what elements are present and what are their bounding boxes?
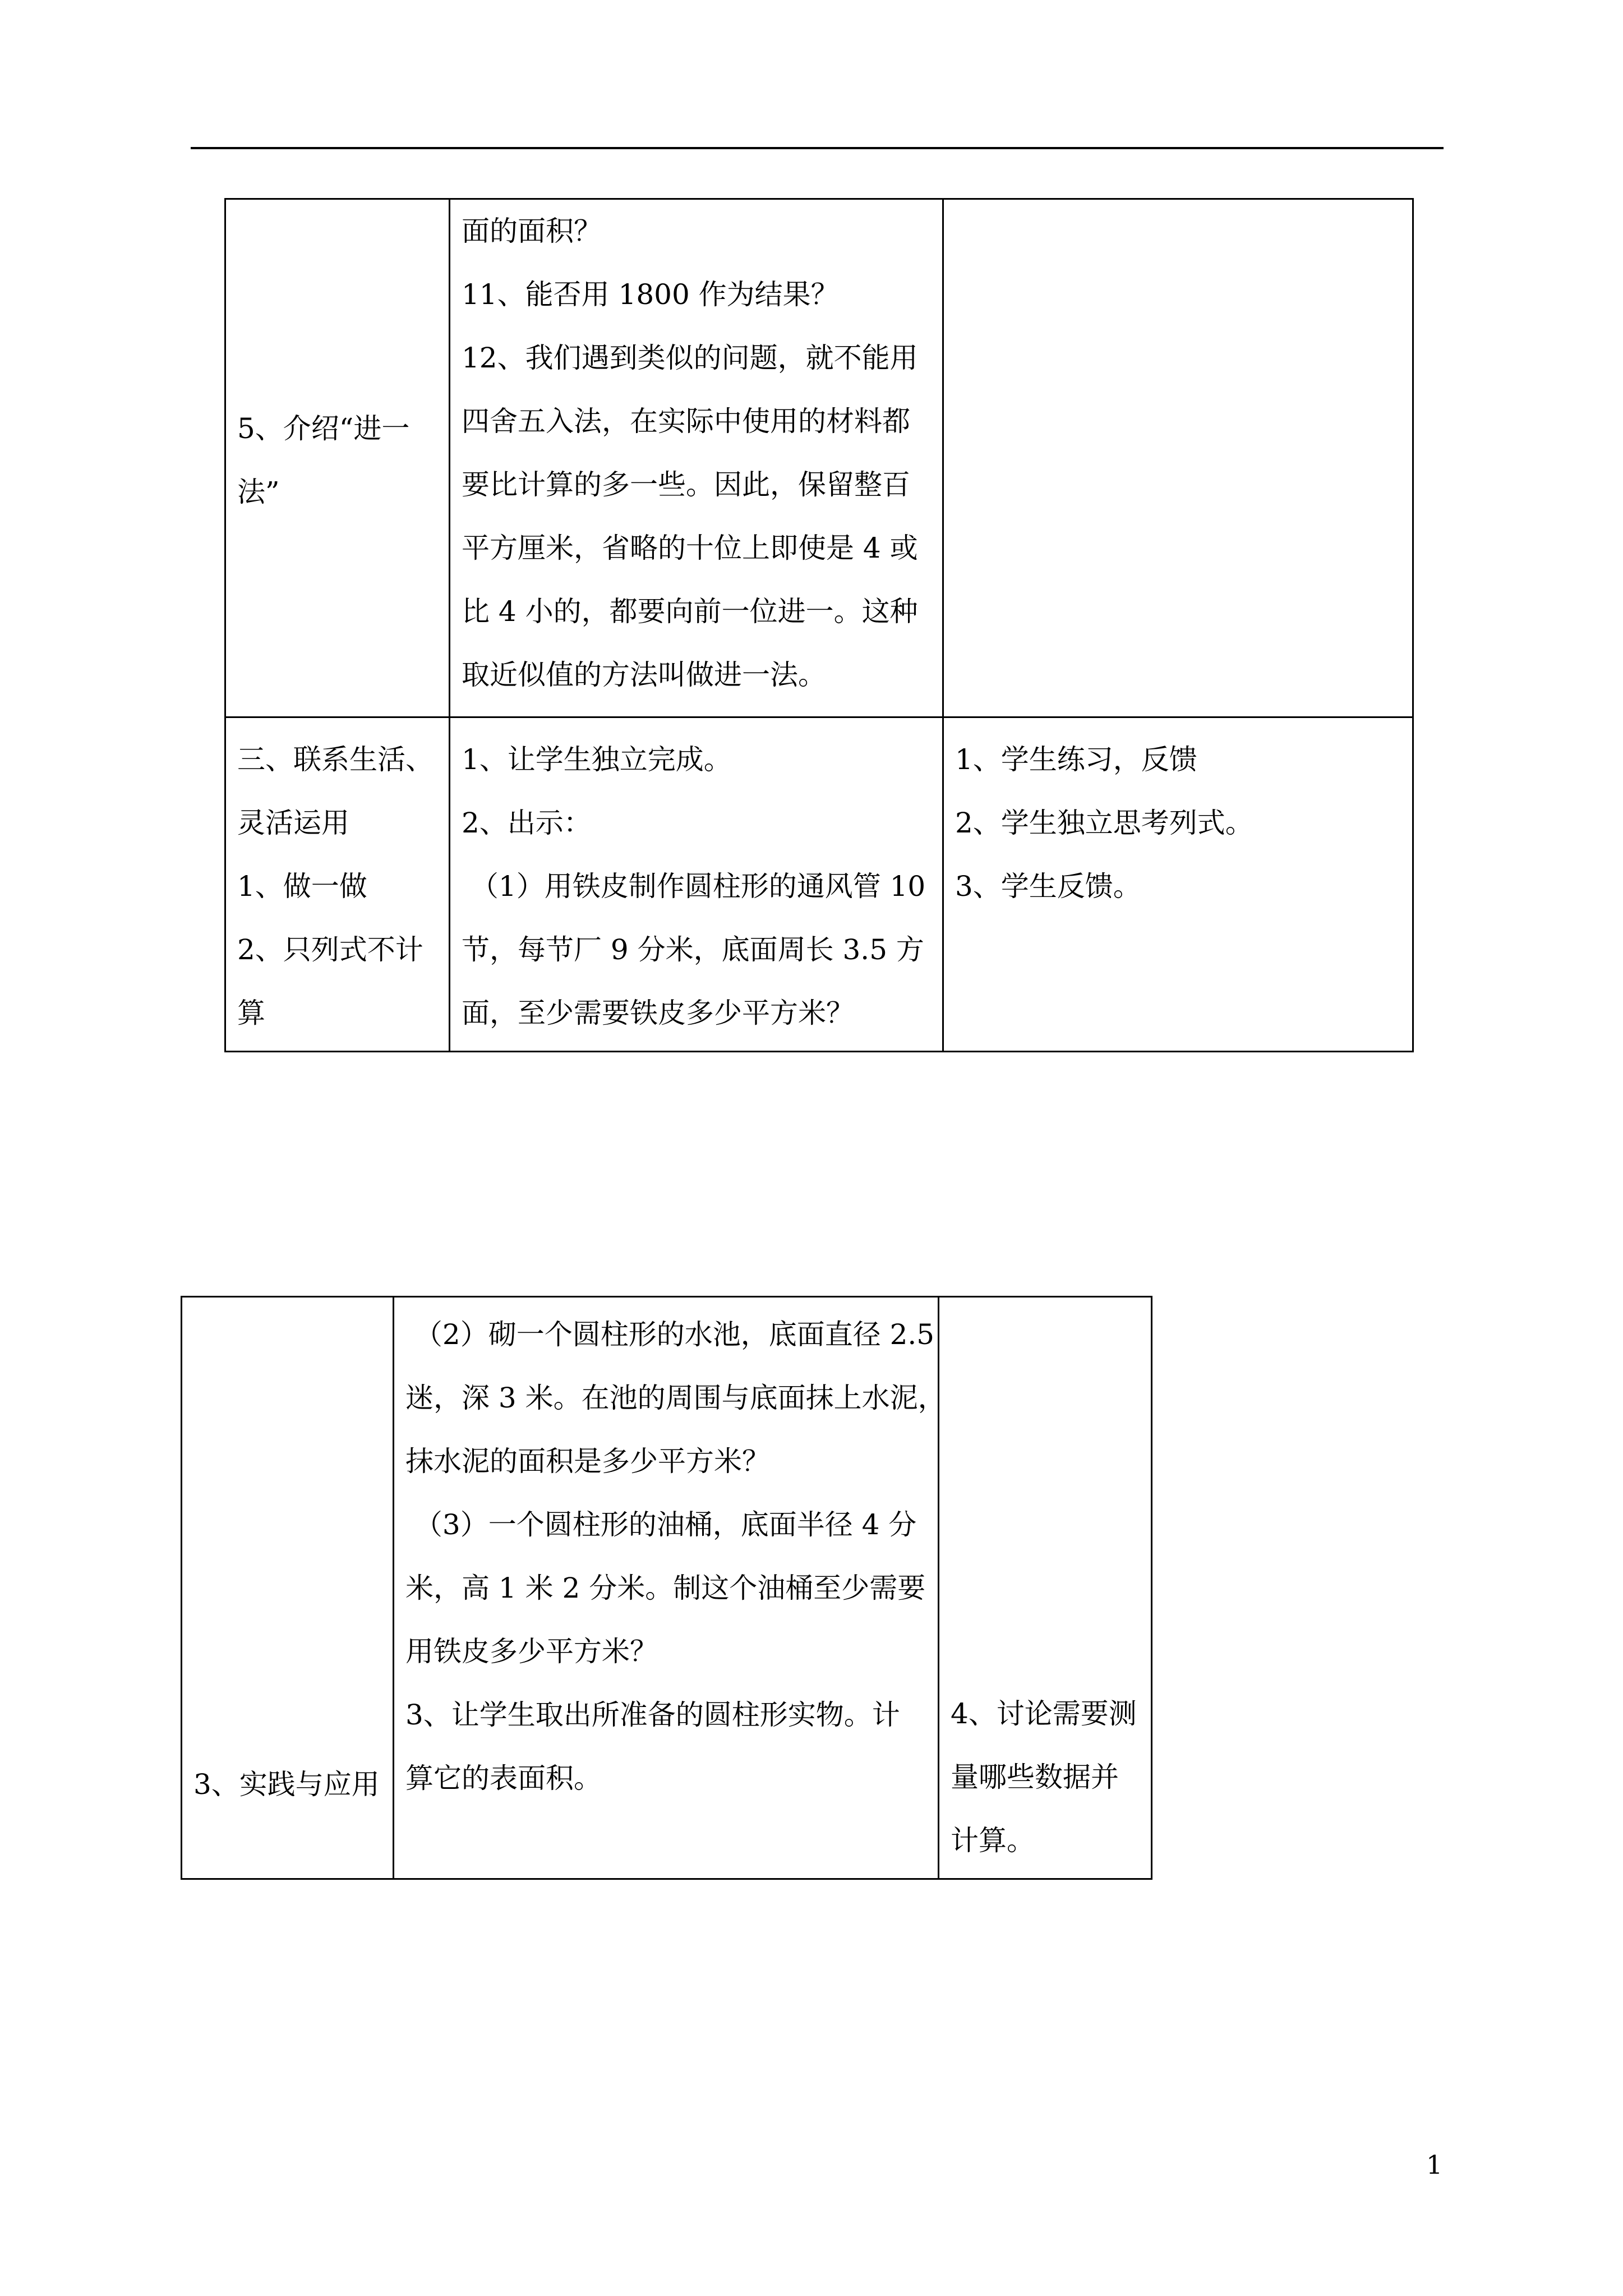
cell-line: 1、做一做 — [237, 870, 367, 903]
lesson-table-2 — [181, 1296, 1152, 1880]
cell-line: （2）砌一个圆柱形的水池，底面直径 2.5 — [405, 1318, 935, 1351]
cell-line: （1）用铁皮制作圆柱形的通风管 10 — [462, 870, 926, 903]
cell-line: 三、联系生活、 — [237, 743, 434, 776]
cell-line: 灵活运用 — [237, 807, 349, 839]
teacher-activity-cell — [394, 1297, 946, 1879]
cell-line: 算 — [237, 997, 265, 1029]
cell-line: 算它的表面积。 — [405, 1762, 602, 1795]
cell-line: 迷，深 3 米。在池的周围与底面抹上水泥， — [405, 1382, 946, 1414]
header-rule — [191, 147, 1444, 149]
cell-line: 取近似值的方法叫做进一法。 — [462, 659, 826, 691]
table-row — [225, 199, 1413, 717]
cell-line: 3、实践与应用 — [193, 1768, 380, 1801]
page-number: 1 — [1426, 2150, 1443, 2180]
student-activity-cell — [943, 717, 1413, 1052]
cell-line: 要比计算的多一些。因此，保留整百 — [462, 468, 910, 501]
step-cell — [182, 1297, 394, 1879]
lesson-table-1 — [224, 198, 1414, 1052]
cell-line: 4、讨论需要测 — [951, 1697, 1137, 1730]
cell-line: 5、介绍“进一 — [237, 412, 410, 445]
cell-line: 平方厘米，省略的十位上即使是 4 或 — [462, 532, 918, 564]
cell-line: 面，至少需要铁皮多少平方米？ — [462, 997, 854, 1029]
cell-line: 四舍五入法，在实际中使用的材料都 — [462, 405, 910, 438]
step-cell — [225, 717, 450, 1052]
cell-line: 12、我们遇到类似的问题，就不能用 — [462, 342, 918, 374]
teacher-activity-cell — [450, 717, 943, 1052]
cell-line: 3、让学生取出所准备的圆柱形实物。计 — [405, 1699, 900, 1731]
cell-line: 面的面积？ — [462, 215, 602, 247]
cell-line: 米，高 1 米 2 分米。制这个油桶至少需要 — [405, 1572, 926, 1604]
cell-line: 用铁皮多少平方米？ — [405, 1635, 658, 1668]
cell-line: 比 4 小的，都要向前一位进一。这种 — [462, 595, 918, 628]
cell-line: 3、学生反馈。 — [955, 870, 1141, 903]
cell-line: 计算。 — [951, 1824, 1035, 1857]
cell-line: 1、学生练习，反馈 — [955, 743, 1197, 776]
cell-line: 1、让学生独立完成。 — [462, 743, 732, 776]
cell-line: 11、能否用 1800 作为结果？ — [462, 278, 839, 311]
cell-line: 法” — [237, 475, 280, 508]
cell-line: 量哪些数据并 — [951, 1761, 1119, 1793]
cell-line: 2、只列式不计 — [237, 933, 423, 966]
cell-line: 节，每节厂 9 分米，底面周长 3.5 方 — [462, 933, 924, 966]
cell-line: 2、出示： — [462, 807, 592, 839]
cell-line: （3）一个圆柱形的油桶，底面半径 4 分 — [405, 1508, 917, 1541]
cell-line: 2、学生独立思考列式。 — [955, 807, 1253, 839]
table-row — [182, 1297, 1152, 1879]
step-cell — [225, 199, 450, 717]
student-activity-cell — [939, 1297, 1152, 1879]
teacher-activity-cell — [450, 199, 943, 717]
cell-line: 抹水泥的面积是多少平方米？ — [405, 1445, 770, 1478]
table-row — [225, 717, 1413, 1052]
student-activity-cell — [943, 199, 1413, 717]
